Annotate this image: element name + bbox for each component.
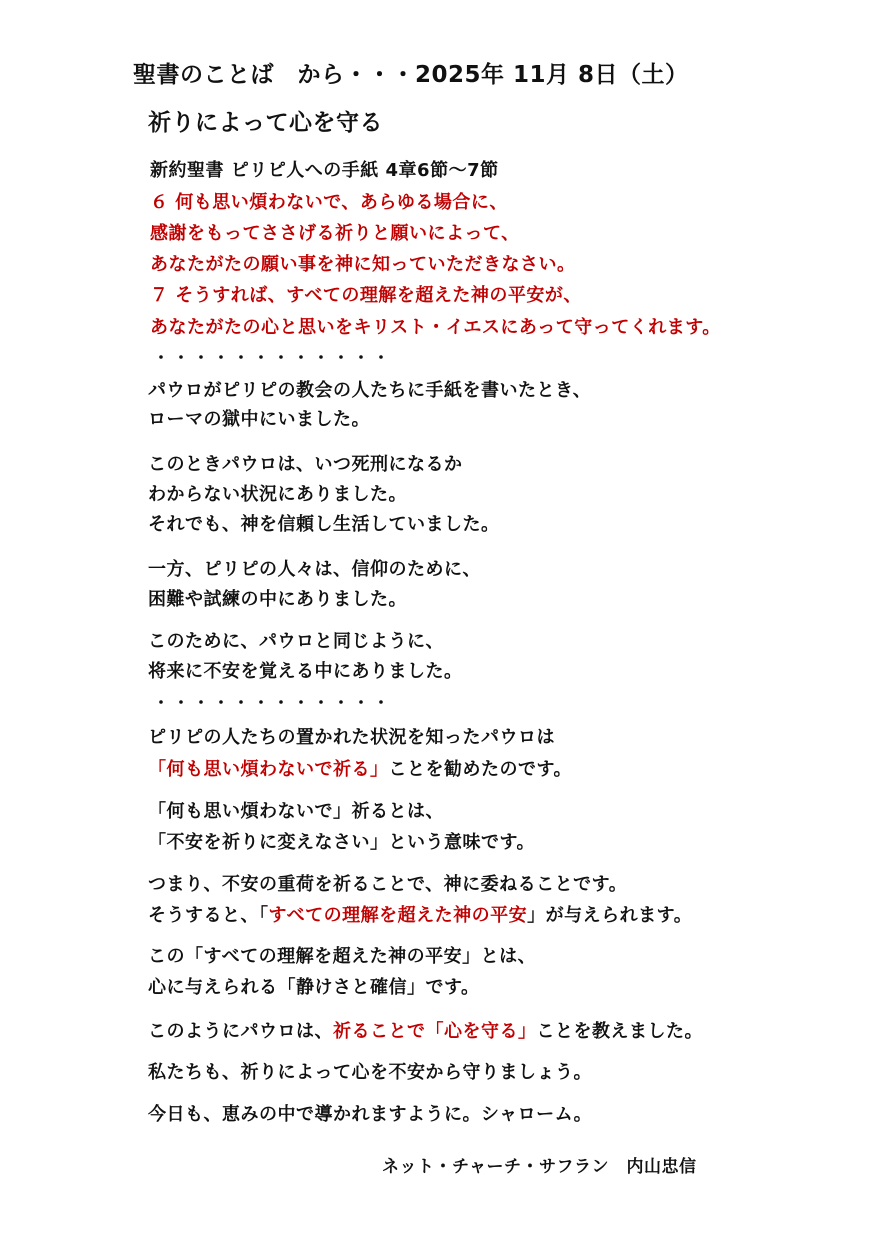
paragraph-line: 心に与えられる「静けさと確信」です。 [148,977,480,998]
paragraph-line [148,1017,703,1043]
highlighted-phrase: すべての理解を超えた神の平安 [268,905,528,926]
paragraph-line: ローマの獄中にいました。 [148,409,370,430]
paragraph-line: わからない状況にありました。 [148,484,407,505]
paragraph-line: このときパウロは、いつ死刑になるか [148,454,463,475]
paragraph-line: 私たちも、祈りによって心を不安から守りましょう。 [148,1062,592,1083]
paragraph-line: この「すべての理解を超えた神の平安」とは、 [148,946,537,967]
paragraph-line: このために、パウロと同じように、 [148,631,444,652]
author-signature: ネット・チャーチ・サフラン 内山忠信 [382,1157,697,1177]
paragraph-line: 将来に不安を覚える中にありました。 [148,661,463,682]
line-text: そうすると、「 [148,905,269,926]
paragraph-line: 今日も、恵みの中で導かれますように。シャローム。 [148,1104,593,1125]
scripture-line: あなたがたの心と思いをキリスト・イエスにあって守ってくれます。 [150,317,721,338]
dot-separator: ・・・・・・・・・・・・ [153,693,394,712]
paragraph-line: 一方、ピリピの人々は、信仰のために、 [148,559,481,580]
scripture-line: あなたがたの願い事を神に知っていただきなさい。 [150,254,576,275]
paragraph-line: ピリピの人たちの置かれた状況を知ったパウロは [148,727,555,748]
highlighted-phrase: 祈ることで「心を守る」 [333,1021,537,1042]
line-text: ことを勧めたのです。 [388,759,573,780]
page-title: 聖書のことば から・・・2025年 11月 8日（土） [133,62,689,88]
paragraph-line: 困難や試練の中にありました。 [148,589,407,610]
highlighted-phrase: 「何も思い煩わないで祈る」 [148,759,389,780]
scripture-reference: 新約聖書 ピリピ人への手紙 4章6節～7節 [150,160,499,181]
scripture-line: ７ そうすれば、すべての理解を超えた神の平安が、 [150,285,582,306]
paragraph-line: つまり、不安の重荷を祈ることで、神に委ねることです。 [148,874,628,895]
line-text: このようにパウロは、 [148,1021,333,1042]
scripture-line: 感謝をもってささげる祈りと願いによって、 [150,223,520,244]
paragraph-line: パウロがピリピの教会の人たちに手紙を書いたとき、 [148,380,592,401]
dot-separator: ・・・・・・・・・・・・ [153,348,394,367]
scripture-line: ６ 何も思い煩わないで、あらゆる場合に、 [150,192,508,213]
paragraph-line: 「何も思い煩わないで」祈るとは、 [148,801,444,822]
sermon-subtitle: 祈りによって心を守る [148,110,383,136]
paragraph-line: それでも、神を信頼し生活していました。 [148,514,500,535]
paragraph-line [148,755,572,781]
line-text: ことを教えました。 [536,1021,703,1042]
line-text: 」が与えられます。 [527,905,693,926]
paragraph-line: 「不安を祈りに変えなさい」という意味です。 [148,832,536,853]
paragraph-line [148,901,692,927]
